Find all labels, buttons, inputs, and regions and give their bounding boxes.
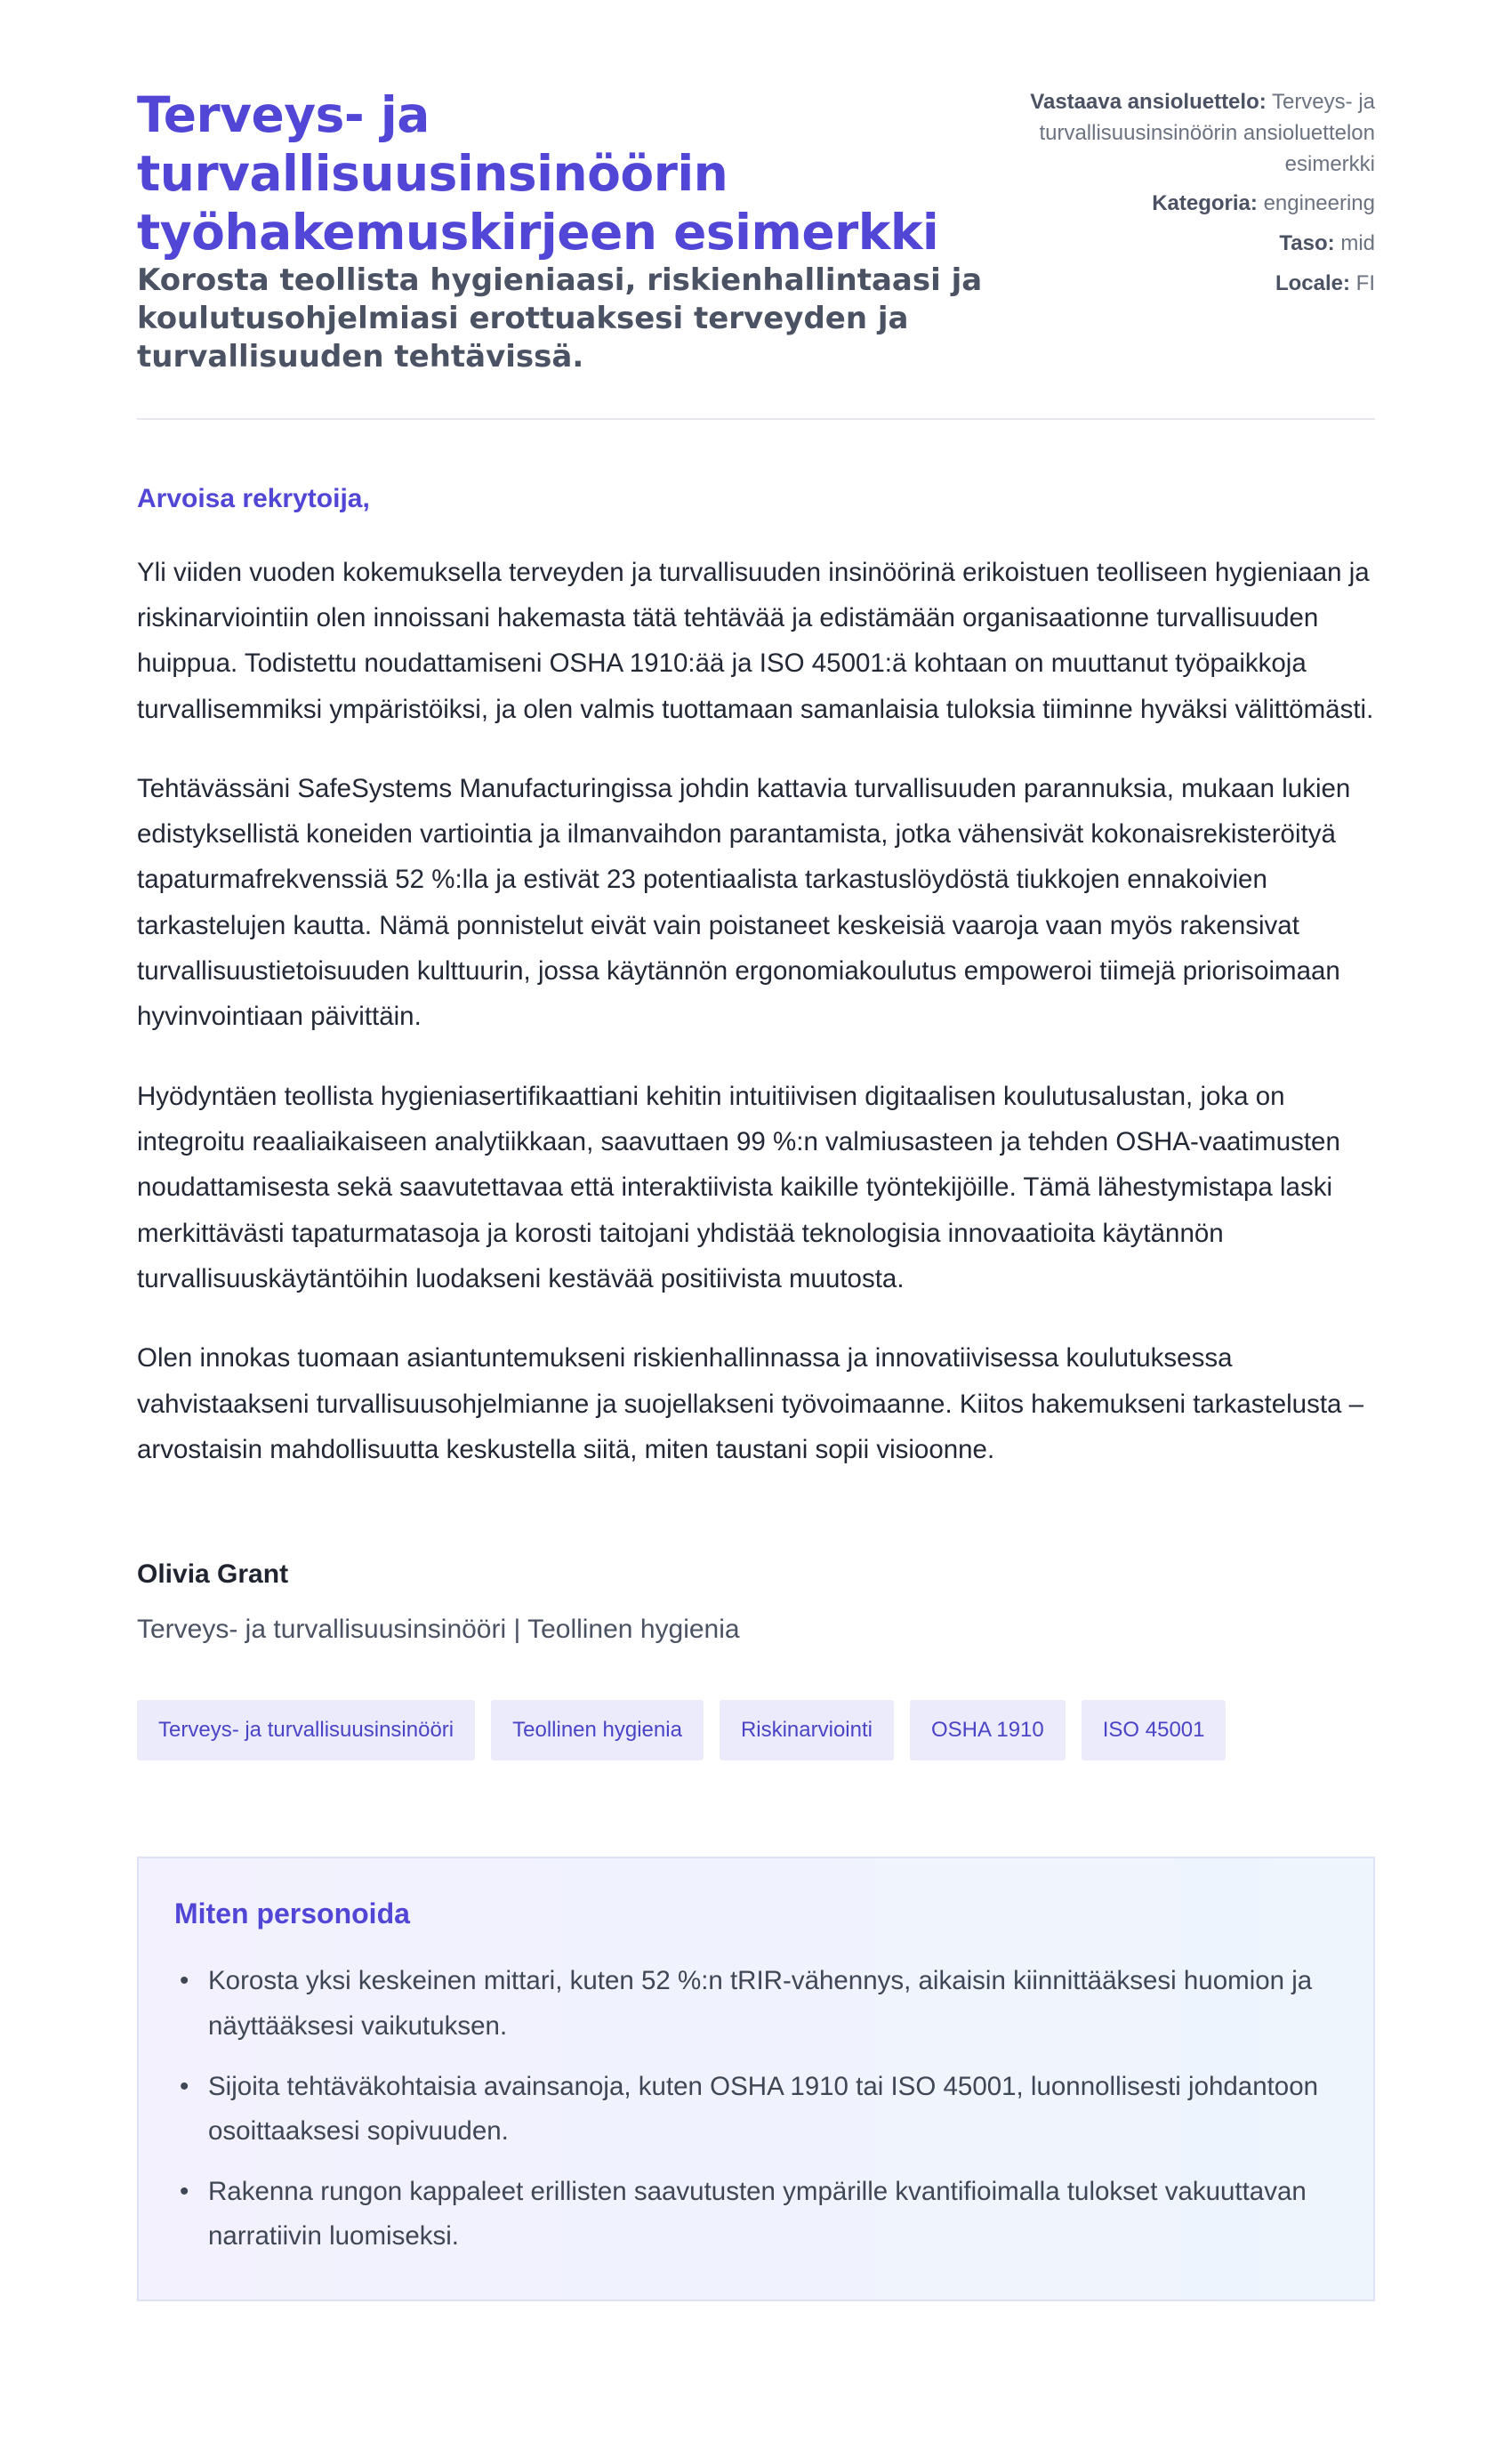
meta-locale [1003, 269, 1375, 300]
tag[interactable]: Terveys- ja turvallisuusinsinööri [137, 1700, 475, 1760]
signature-role: Terveys- ja turvallisuusinsinööri | Teollinen hygienia [137, 1615, 740, 1645]
tag-list [137, 1700, 1375, 1760]
list-item [174, 1959, 1338, 2048]
meta-resume-value[interactable]: Terveys- ja turvallisuusinsinöörin ansioluettelon esimerkki [1039, 90, 1375, 176]
personalization-tips-box [137, 1857, 1375, 2301]
page-title: Terveys- ja turvallisuusinsinöörin työhakemuskirjeen esimerkki [137, 86, 939, 261]
letter-paragraph: Yli viiden vuoden kokemuksella terveyden ja turvallisuuden insinöörinä erikoistuen teolliseen hygieniaan ja riskinarviointiin olen innoissani hakemasta tätä tehtävää ja edistämään organisaationne turvallisuuden huippua. Todistettu noudattamiseni OSHA 1910:ää ja ISO 45001:ä kohtaan on muuttanut työpaikkoja turvallisemmiksi ympäristöiksi, ja olen valmis tuottamaan samanlaisia tuloksia tiiminne hyväksi välittömästi. [137, 557, 1374, 724]
meta-level [1003, 229, 1375, 260]
letter-greeting: Arvoisa rekrytoija, [137, 483, 370, 513]
bullet-icon: • [180, 2071, 189, 2101]
tip-text: Sijoita tehtäväkohtaisia avainsanoja, kuten OSHA 1910 tai ISO 45001, luonnollisesti johdantoon osoittaaksesi sopivuuden. [208, 2071, 1319, 2146]
header-titles [137, 85, 1003, 377]
page-subtitle: Korosta teollista hygieniaasi, riskienhallintaasi ja koulutusohjelmiasi erottuaksesi terveyden ja turvallisuuden tehtävissä. [137, 262, 983, 375]
tag[interactable]: OSHA 1910 [910, 1700, 1066, 1760]
letter-paragraph: Olen innokas tuomaan asiantuntemukseni riskienhallinnassa ja innovatiivisessa koulutuksessa vahvistaakseni turvallisuusohjelmianne ja suojellakseni työvoimaanne. Kiitos hakemukseni tarkastelusta – arvostaisin mahdollisuutta keskustella siitä, miten taustani sopii visioonne. [137, 1343, 1364, 1465]
letter-body [137, 484, 1375, 1646]
tips-list [174, 1959, 1338, 2259]
signature-name: Olivia Grant [137, 1559, 289, 1590]
tag[interactable]: Riskinarviointi [720, 1700, 894, 1760]
header-divider [137, 418, 1375, 420]
tag[interactable]: ISO 45001 [1082, 1700, 1226, 1760]
meta-category [1003, 189, 1375, 220]
signature-block [137, 1559, 1375, 1645]
meta-locale-value: FI [1355, 270, 1375, 295]
letter-paragraph: Hyödyntäen teollista hygieniasertifikaattiani kehitin intuitiivisen digitaalisen koulutusalustan, joka on integroitu reaaliaikaiseen analytiikkaan, saavuttaen 99 %:n valmiusasteen ja tehden OSHA-vaatimusten noudattamisesta sekä saavutettavaa että interaktiivista kaikille työntekijöille. Tämä lähestymistapa laski merkittävästi tapaturmatasoja ja korosti taitojani yhdistää teknologisia innovaatioita käytännön turvallisuuskäytäntöihin luodakseni kestävää positiivista muutosta. [137, 1081, 1340, 1294]
meta-level-key: Taso: [1279, 231, 1335, 256]
meta-panel [1003, 85, 1375, 377]
tip-text: Rakenna rungon kappaleet erillisten saavutusten ympärille kvantifioimalla tulokset vakuuttavan narratiivin luomiseksi. [208, 2176, 1307, 2252]
meta-resume-key: Vastaava ansioluettelo: [1030, 90, 1267, 114]
list-item [174, 2170, 1338, 2259]
list-item [174, 2065, 1338, 2154]
tip-text: Korosta yksi keskeinen mittari, kuten 52 %:n tRIR-vähennys, aikaisin kiinnittääksesi huomion ja näyttääksesi vaikutuksen. [208, 1966, 1313, 2041]
page-header [137, 0, 1375, 377]
bullet-icon: • [180, 2176, 189, 2206]
tips-title: Miten personoida [174, 1897, 410, 1930]
meta-level-value: mid [1340, 231, 1375, 256]
letter-paragraph: Tehtävässäni SafeSystems Manufacturingissa johdin kattavia turvallisuuden parannuksia, mukaan lukien edistyksellistä koneiden vartiointia ja ilmanvaihdon parantamista, jotka vähensivät kokonaisrekisteröityä tapaturmafrekvenssiä 52 %:lla ja estivät 23 potentiaalista tarkastuslöydöstä tiukkojen ennakoivien tarkastelujen kautta. Nämä ponnistelut eivät vain poistaneet keskeisiä vaaroja vaan myös rakensivat turvallisuustietoisuuden kulttuurin, jossa käytännön ergonomiakoulutus empoweroi tiimejä priorisoimaan hyvinvointiaan päivittäin. [137, 773, 1351, 1032]
tag[interactable]: Teollinen hygienia [491, 1700, 704, 1760]
meta-resume [1003, 87, 1375, 180]
meta-category-key: Kategoria: [1152, 191, 1258, 216]
meta-locale-key: Locale: [1275, 270, 1350, 295]
bullet-icon: • [180, 1966, 189, 1996]
meta-category-value: engineering [1263, 191, 1375, 216]
